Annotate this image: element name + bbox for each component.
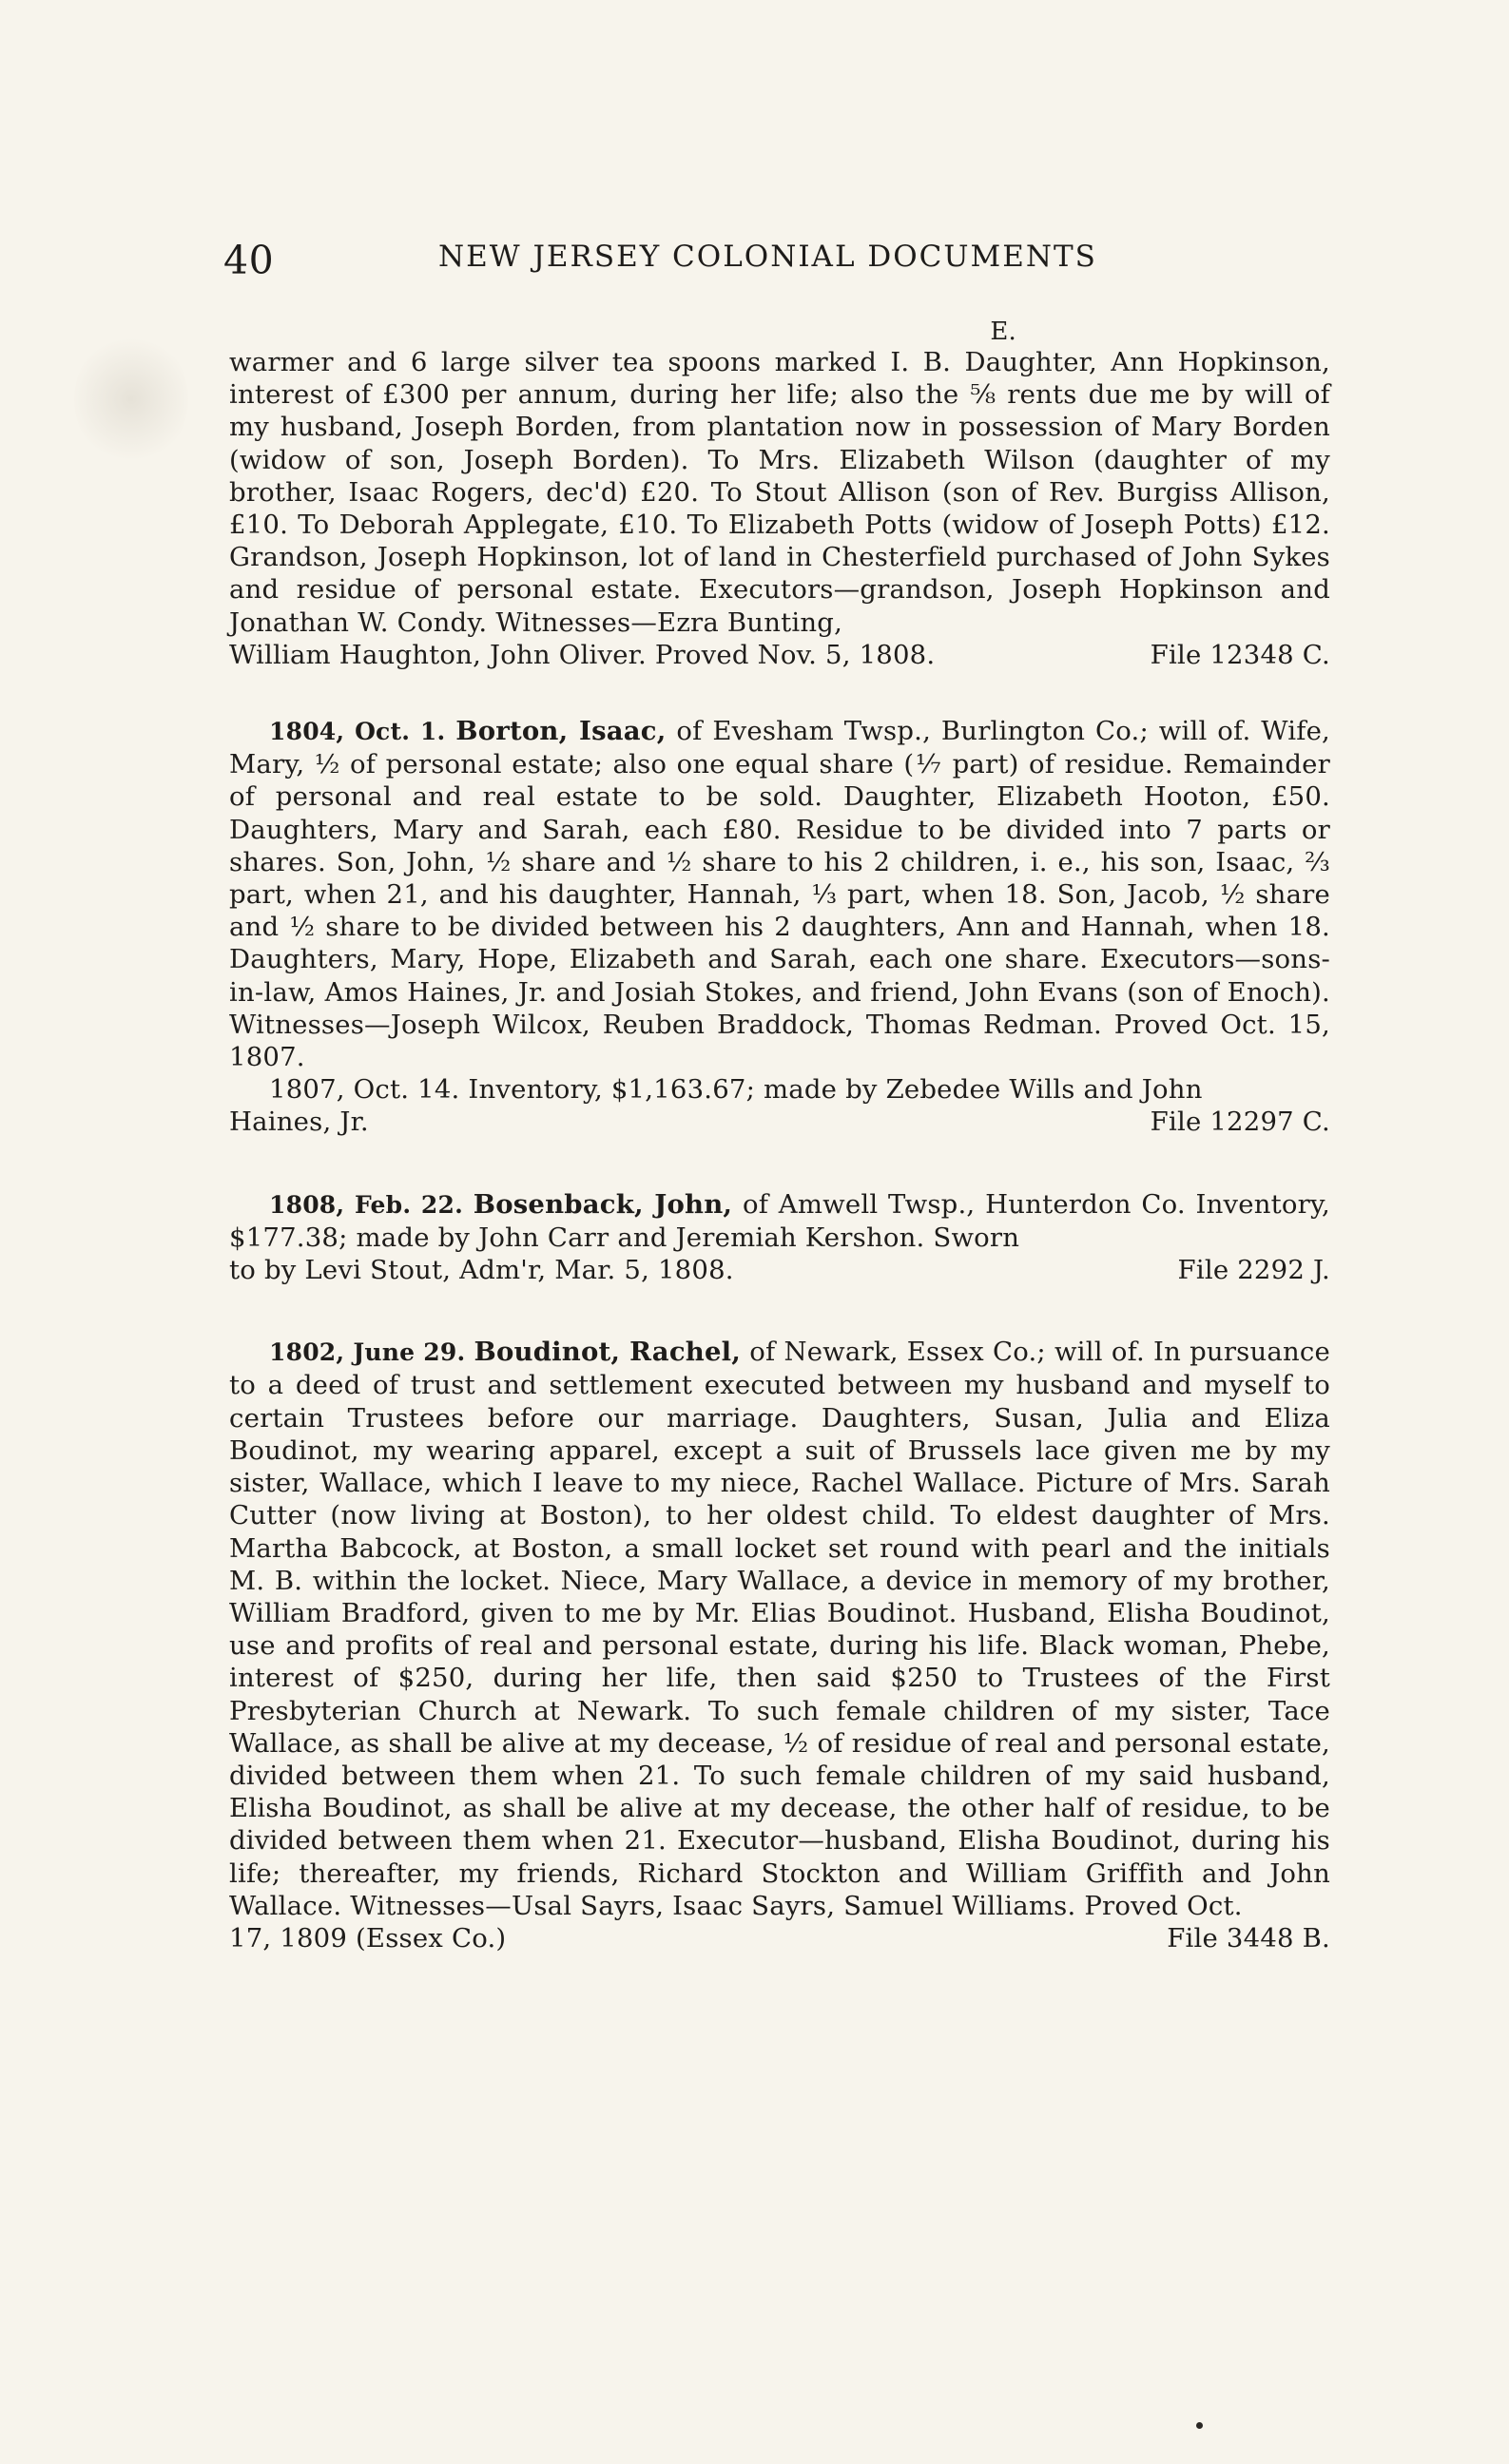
entry-paragraph <box>229 1336 1330 1922</box>
file-reference: File 12348 C. <box>1150 639 1330 670</box>
entry-text: of Amwell Twsp., Hunterdon Co. Inventory, $177.38; made by John Carr and Jeremiah Kershon. Sworn <box>229 1188 1330 1253</box>
continuation-closing-line <box>229 639 1330 671</box>
entry-closing-line <box>229 1106 1330 1138</box>
entry-date: 1802, June 29. <box>269 1338 466 1367</box>
entry-name: Borton, Isaac, <box>455 716 667 747</box>
will-entry-borton <box>229 715 1330 1139</box>
continuation-last-line: William Haughton, John Oliver. Proved Nov. 5, 1808. <box>229 639 936 670</box>
paper-stain <box>74 333 188 466</box>
will-entry-boudinot <box>229 1336 1330 1954</box>
entry-date: 1804, Oct. 1. <box>269 718 446 746</box>
entry-name: Bosenback, John, <box>473 1188 733 1220</box>
entry-name: Boudinot, Rachel, <box>474 1337 742 1368</box>
running-title: NEW JERSEY COLONIAL DOCUMENTS <box>438 240 1097 274</box>
entry-closing-line <box>229 1254 1330 1286</box>
continuation-text: warmer and 6 large silver tea spoons marked I. B. Daughter, Ann Hopkinson, interest of £300 per annum, during her life; also the ⅝ rents due me by will of my husband, Joseph Borden, from plantation now in possession of Mary Borden (widow of son, Joseph Borden). To Mrs. Elizabeth Wilson (daughter of my brother, Isaac Rogers, dec'd) £20. To Stout Allison (son of Rev. Burgiss Allison, £10. To Deborah Applegate, £10. To Elizabeth Potts (widow of Joseph Potts) £12. Grandson, Joseph Hopkinson, lot of land in Chesterfield purchased of John Sykes and residue of personal estate. Executors—grandson, Joseph Hopkinson and Jonathan W. Condy. Witnesses—Ezra Bunting, <box>229 347 1330 638</box>
entry-last-line: to by Levi Stout, Adm'r, Mar. 5, 1808. <box>229 1255 734 1286</box>
continuation-fragment: E. <box>990 318 1016 346</box>
entry-closing-line <box>229 1922 1330 1954</box>
file-reference: File 12297 C. <box>1150 1107 1330 1138</box>
page-number: 40 <box>223 238 275 283</box>
entry-text: of Newark, Essex Co.; will of. In pursuance to a deed of trust and settlement executed between my husband and myself to certain Trustees before our marriage. Daughters, Susan, Julia and Eliza Boudinot, my wearing apparel, except a suit of Brussels lace given me by my sister, Wallace, which I leave to my niece, Rachel Wallace. Picture of Mrs. Sarah Cutter (now living at Boston), to her oldest child. To eldest daughter of Mrs. Martha Babcock, at Boston, a small locket set round with pearl and the initials M. B. within the locket. Niece, Mary Wallace, a device in memory of my brother, William Bradford, given to me by Mr. Elias Boudinot. Husband, Elisha Boudinot, use and profits of real and personal estate, during his life. Black woman, Phebe, interest of $250, during her life, then said $250 to Trustees of the First Presbyterian Church at Newark. To such female children of my sister, Tace Wallace, as shall be alive at my decease, ½ of residue of real and personal estate, divided between them when 21. To such female children of my said husband, Elisha Boudinot, as shall be alive at my decease, the other half of residue, to be divided between them when 21. Executor—husband, Elisha Boudinot, during his life; thereafter, my friends, Richard Stockton and William Griffith and John Wallace. Witnesses—Usal Sayrs, Isaac Sayrs, Samuel Williams. Proved Oct. <box>229 1337 1330 1921</box>
entry-text: of Evesham Twsp., Burlington Co.; will of. Wife, Mary, ½ of personal estate; also one equal share (⅐ part) of residue. Remainder of personal and real estate to be sold. Daughter, Elizabeth Hooton, £50. Daughters, Mary and Sarah, each £80. Residue to be divided into 7 parts or shares. Son, John, ½ share and ½ share to his 2 children, i. e., his son, Isaac, ⅔ part, when 21, and his daughter, Hannah, ⅓ part, when 18. Son, Jacob, ½ share and ½ share to be divided between his 2 daughters, Ann and Hannah, when 18. Daughters, Mary, Hope, Elizabeth and Sarah, each one share. Executors—sons-in-law, Amos Haines, Jr. and Josiah Stokes, and friend, John Evans (son of Enoch). Witnesses—Joseph Wilcox, Reuben Braddock, Thomas Redman. Proved Oct. 15, 1807. <box>229 716 1330 1073</box>
ink-speck <box>1196 2422 1203 2429</box>
entry-last-line: Haines, Jr. <box>229 1107 369 1138</box>
inventory-line: 1807, Oct. 14. Inventory, $1,163.67; made by Zebedee Wills and John <box>269 1074 1203 1106</box>
continuation-entry <box>229 318 1330 671</box>
entry-last-line: 17, 1809 (Essex Co.) <box>229 1922 507 1954</box>
entry-paragraph <box>229 715 1330 1073</box>
file-reference: File 2292 J. <box>1177 1255 1330 1286</box>
entry-paragraph <box>229 1188 1330 1254</box>
page-header <box>223 232 1345 289</box>
inventory-entry-bosenback <box>229 1188 1330 1287</box>
page-body <box>229 318 1330 1954</box>
file-reference: File 3448 B. <box>1167 1922 1330 1954</box>
entry-date: 1808, Feb. 22. <box>269 1190 464 1219</box>
